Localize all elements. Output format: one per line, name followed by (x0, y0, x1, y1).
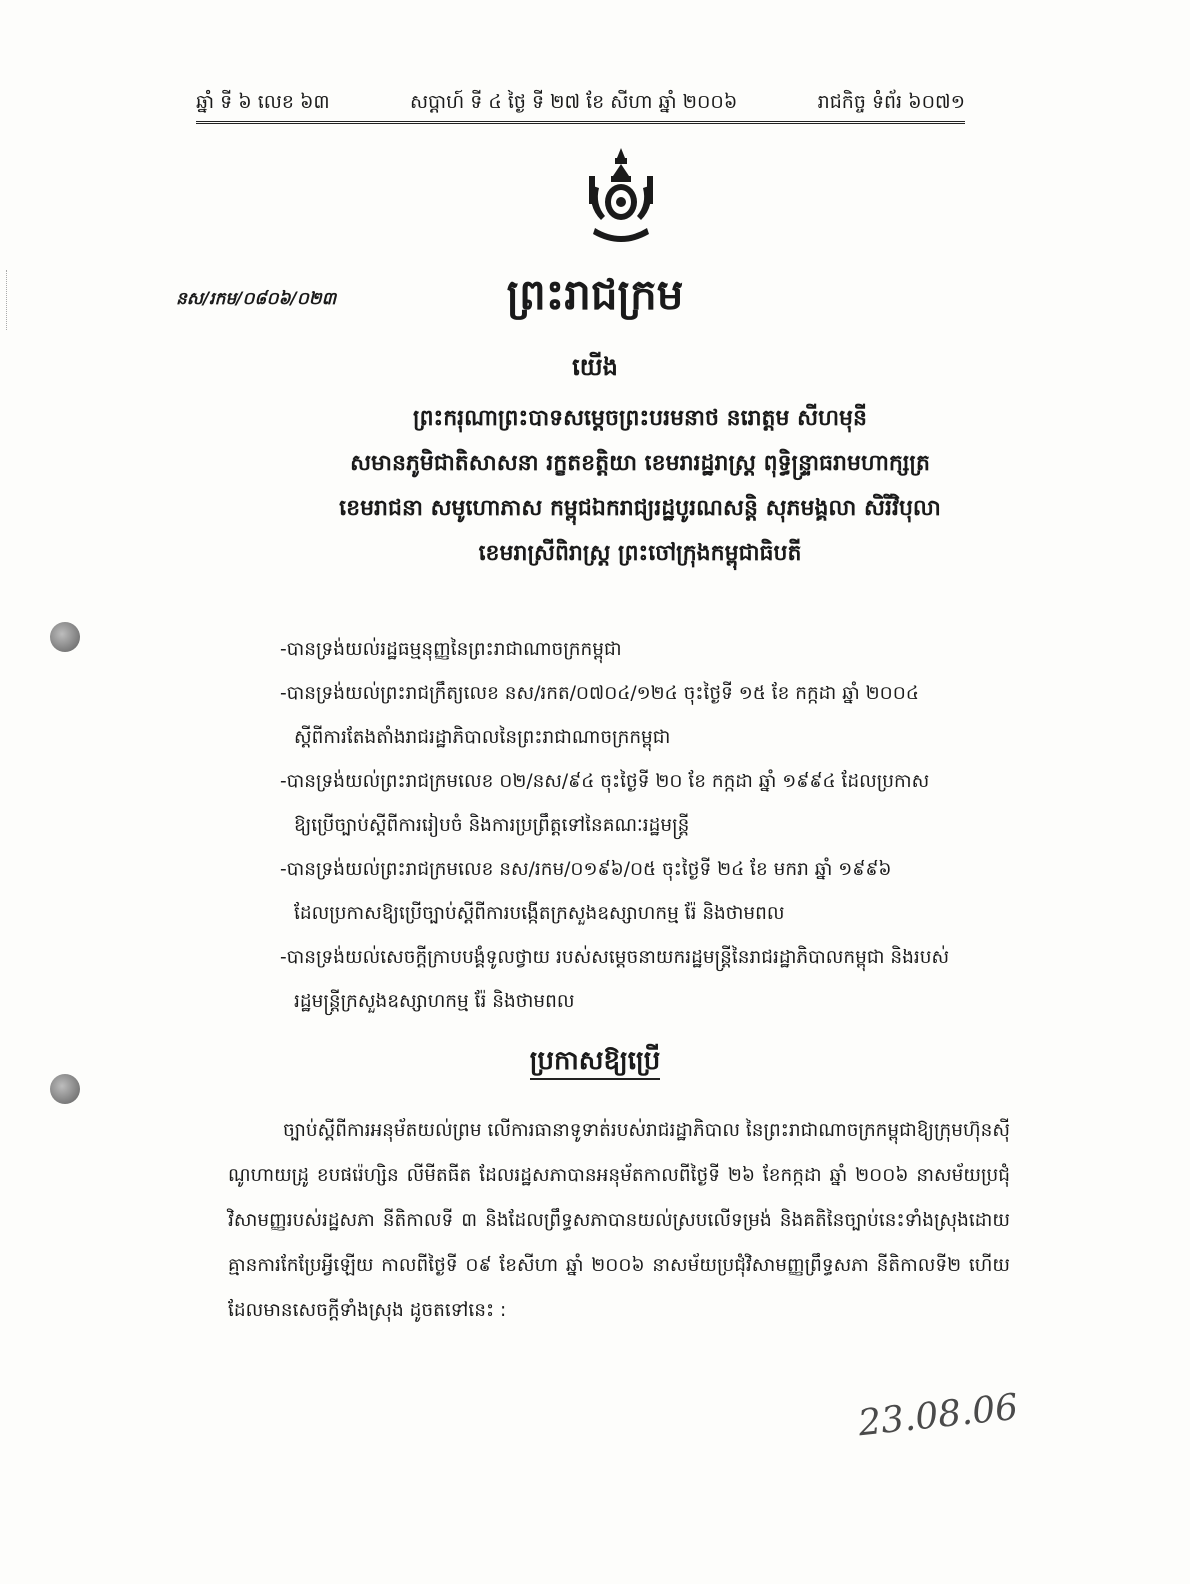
issue-date: សប្តាហ៍ ទី ៤ ថ្ងៃ ទី ២៧ ខែ សីហា ឆ្នាំ ២០០៦ (409, 91, 738, 113)
royal-title-line: ខេមរាជនា សមូហោភាស កម្ពុជឯករាជ្យរដ្ឋបូរណសន្តិ សុភមង្គលា សិរីវិបុលា (339, 496, 941, 521)
promulgate-heading-text: ប្រកាសឱ្យប្រើ (530, 1046, 661, 1080)
consideration-continuation: ឱ្យប្រើច្បាប់ស្តីពីការរៀបចំ និងការប្រព្រឹត្តទៅនៃគណៈរដ្ឋមន្ត្រី (294, 815, 690, 836)
consideration-line: -បានទ្រង់យល់ព្រះរាជក្រមលេខ ០២/នស/៩៤ ចុះថ្ងៃទី ២០ ខែ កក្កដា ឆ្នាំ ១៩៩៤ ដែលប្រកាស (280, 771, 930, 792)
consideration-item (280, 760, 1010, 848)
royal-title-line: ព្រះករុណាព្រះបាទសម្តេចព្រះបរមនាថ នរោត្តម សីហមុនី (413, 406, 867, 431)
royal-emblem-icon (585, 146, 657, 246)
consideration-item (280, 672, 1010, 760)
consideration-item (280, 628, 1010, 672)
consideration-continuation: ស្តីពីការតែងតាំងរាជរដ្ឋាភិបាលនៃព្រះរាជាណាចក្រកម្ពុជា (294, 727, 671, 748)
punch-hole (50, 622, 80, 652)
royal-title-line: ខេមរាស្រីពិរាស្ត្រ ព្រះចៅក្រុងកម្ពុជាធិបតី (478, 541, 802, 566)
consideration-continuation: រដ្ឋមន្ត្រីក្រសួងឧស្សាហកម្ម រ៉ែ និងថាមពល (294, 991, 575, 1012)
royal-title-line: សមានភូមិជាតិសាសនា រក្ខតខត្តិយា ខេមរារដ្ឋរាស្ត្រ ពុទ្ធិន្ទ្រាធរាមហាក្សត្រ (350, 451, 930, 476)
promulgate-heading (0, 1044, 1190, 1082)
gazette-header (196, 78, 965, 118)
royal-titles (260, 396, 1020, 576)
consideration-line: -បានទ្រង់យល់ព្រះរាជក្រមលេខ នស/រកម/០១៩៦/០៥ ចុះថ្ងៃទី ២៤ ខែ មករា ឆ្នាំ ១៩៩៦ (280, 859, 892, 880)
consideration-line: -បានទ្រង់យល់រដ្ឋធម្មនុញ្ញនៃព្រះរាជាណាចក្រកម្ពុជា (280, 639, 622, 660)
decree-title: ព្រះរាជក្រម (506, 270, 684, 319)
handwritten-date: 23.08.06 (856, 1386, 1021, 1445)
we-heading: យើង (572, 353, 618, 381)
margin-mark (6, 270, 15, 330)
header-rule (196, 121, 965, 124)
considerations-list (280, 628, 1010, 1024)
consideration-continuation: ដែលប្រកាសឱ្យប្រើច្បាប់ស្តីពីការបង្កើតក្រសួងឧស្សាហកម្ម រ៉ែ និងថាមពល (294, 903, 785, 924)
reference-number: នស/រកម/០៨០៦/០២៣ (176, 289, 337, 309)
consideration-line: -បានទ្រង់យល់ព្រះរាជក្រឹត្យលេខ នស/រកត/០៧០៤/១២៤ ចុះថ្ងៃទី ១៥ ខែ កក្កដា ឆ្នាំ ២០០៤ (280, 683, 919, 704)
issue-number: ឆ្នាំ ទី ៦ លេខ ៦៣ (196, 91, 330, 113)
page-number: រាជកិច្ច ទំព័រ ៦០៧១ (817, 91, 965, 113)
consideration-line: -បានទ្រង់យល់សេចក្តីក្រាបបង្គំទូលថ្វាយ របស់សម្តេចនាយករដ្ឋមន្ត្រីនៃរាជរដ្ឋាភិបាលកម្ពុជា និងរបស់ (280, 947, 950, 968)
body-paragraph: ច្បាប់ស្តីពីការអនុម័តយល់ព្រម លើការធានាទូទាត់របស់រាជរដ្ឋាភិបាល នៃព្រះរាជាណាចក្រកម្ពុជាឱ្យក្រុមហ៊ុនស៊ីណូហាយដ្រូ ខបផរ៉េហ្សិន លីមីតធីត ដែលរដ្ឋសភាបានអនុម័តកាលពីថ្ងៃទី ២៦ ខែកក្កដា ឆ្នាំ ២០០៦ នាសម័យប្រជុំវិសាមញ្ញរបស់រដ្ឋសភា នីតិកាលទី ៣ និងដែលព្រឹទ្ធសភាបានយល់ស្របលើទម្រង់ និងគតិនៃច្បាប់នេះទាំងស្រុងដោយគ្មានការកែប្រែអ្វីឡើយ កាលពីថ្ងៃទី ០៩ ខែសីហា ឆ្នាំ ២០០៦ នាសម័យប្រជុំវិសាមញ្ញព្រឹទ្ធសភា នីតិកាលទី២ ហើយដែលមានសេចក្តីទាំងស្រុង ដូចតទៅនេះ : (228, 1120, 1011, 1321)
consideration-item (280, 848, 1010, 936)
consideration-item (280, 936, 1010, 1024)
